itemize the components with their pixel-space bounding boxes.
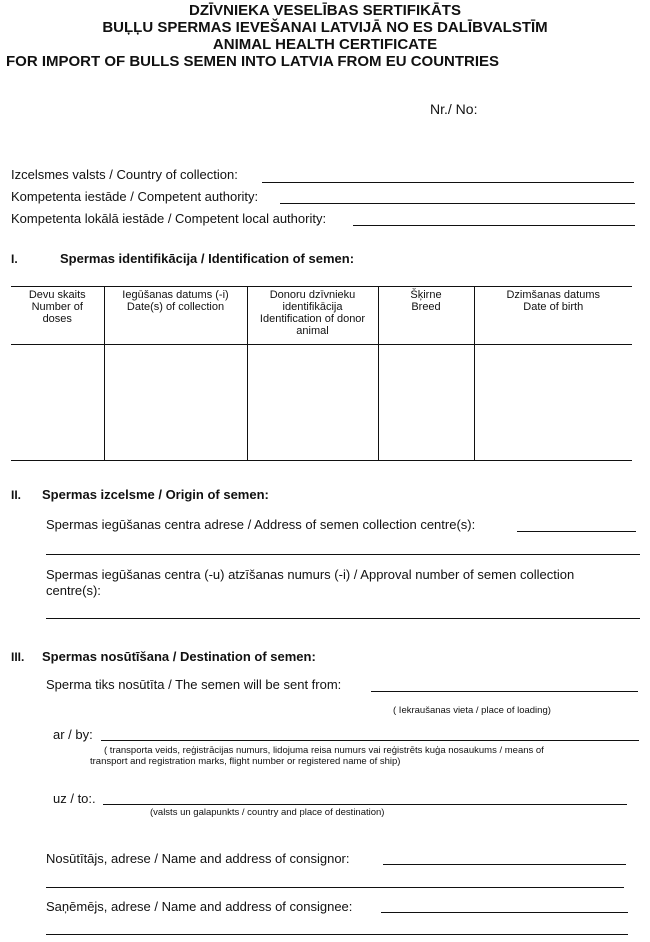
section-1-number: I. xyxy=(11,252,18,266)
competent-authority-field[interactable] xyxy=(280,203,635,204)
destination-note: (valsts un galapunkts / country and place of destination) xyxy=(150,807,385,818)
consignor-label: Nosūtītājs, adrese / Name and address of consignor: xyxy=(46,851,350,866)
transport-note-line1: ( transporta veids, reģistrācijas numurs, lidojuma reisa numurs vai reģistrēts kuģa nosaukums / means of xyxy=(104,745,544,756)
country-of-collection-field[interactable] xyxy=(262,182,634,183)
section-1-title: Spermas identifikācija / Identification of semen: xyxy=(60,251,355,266)
cell-birth-date[interactable] xyxy=(474,345,632,461)
consignee-field-2[interactable] xyxy=(46,934,628,935)
table-row xyxy=(11,345,632,461)
country-of-collection-label: Izcelsmes valsts / Country of collection: xyxy=(11,167,238,182)
cell-doses[interactable] xyxy=(11,345,104,461)
col-number-of-doses: Devu skaits Number of doses xyxy=(11,287,104,345)
cell-donor-id[interactable] xyxy=(247,345,378,461)
col-date-of-collection: Iegūšanas datums (-i) Date(s) of collection xyxy=(104,287,247,345)
transport-by-field[interactable] xyxy=(101,740,639,741)
table-header-row xyxy=(11,287,632,345)
competent-authority-label: Kompetenta iestāde / Competent authority: xyxy=(11,189,259,204)
approval-number-label-line2: centre(s): xyxy=(46,583,101,598)
title-en-line1: ANIMAL HEALTH CERTIFICATE xyxy=(212,36,438,53)
col-breed: Šķirne Breed xyxy=(378,287,474,345)
cell-collection-date[interactable] xyxy=(104,345,247,461)
approval-number-label-line1: Spermas iegūšanas centra (-u) atzīšanas numurs (-i) / Approval number of semen collection xyxy=(46,567,575,582)
collection-centre-address-label: Spermas iegūšanas centra adrese / Address of semen collection centre(s): xyxy=(46,517,476,532)
approval-number-field[interactable] xyxy=(46,618,640,619)
title-lv-line2: BUĻĻU SPERMAS IEVEŠANAI LATVIJĀ NO ES DALĪBVALSTĪM xyxy=(102,19,548,36)
certificate-number-label: Nr./ No: xyxy=(430,101,478,117)
title-lv-line1: DZĪVNIEKA VESELĪBAS SERTIFIKĀTS xyxy=(189,2,461,19)
semen-identification-table xyxy=(11,286,632,461)
cell-breed[interactable] xyxy=(378,345,474,461)
competent-local-authority-label: Kompetenta lokālā iestāde / Competent local authority: xyxy=(11,211,327,226)
consignor-field-2[interactable] xyxy=(46,887,624,888)
consignee-field[interactable] xyxy=(381,912,628,913)
section-2-number: II. xyxy=(11,488,22,502)
consignor-field[interactable] xyxy=(383,864,626,865)
collection-centre-address-field-2[interactable] xyxy=(46,554,640,555)
section-3-number: III. xyxy=(11,650,25,664)
sent-from-field[interactable] xyxy=(371,691,638,692)
col-donor-identification: Donoru dzīvnieku identifikācija Identification of donor animal xyxy=(247,287,378,345)
collection-centre-address-field[interactable] xyxy=(517,531,636,532)
section-3-title: Spermas nosūtīšana / Destination of semen: xyxy=(42,649,316,664)
transport-note-line2: transport and registration marks, flight number or registered name of ship) xyxy=(90,756,401,767)
sent-from-label: Sperma tiks nosūtīta / The semen will be sent from: xyxy=(46,677,342,692)
consignee-label: Saņēmējs, adrese / Name and address of consignee: xyxy=(46,899,353,914)
transport-by-label: ar / by: xyxy=(53,727,93,742)
title-en-line2: FOR IMPORT OF BULLS SEMEN INTO LATVIA FROM EU COUNTRIES xyxy=(6,53,500,70)
destination-to-label: uz / to:. xyxy=(53,791,96,806)
col-date-of-birth: Dzimšanas datums Date of birth xyxy=(474,287,632,345)
loading-place-note: ( Iekraušanas vieta / place of loading) xyxy=(393,705,551,716)
competent-local-authority-field[interactable] xyxy=(353,225,635,226)
section-2-title: Spermas izcelsme / Origin of semen: xyxy=(42,487,269,502)
destination-to-field[interactable] xyxy=(103,804,627,805)
